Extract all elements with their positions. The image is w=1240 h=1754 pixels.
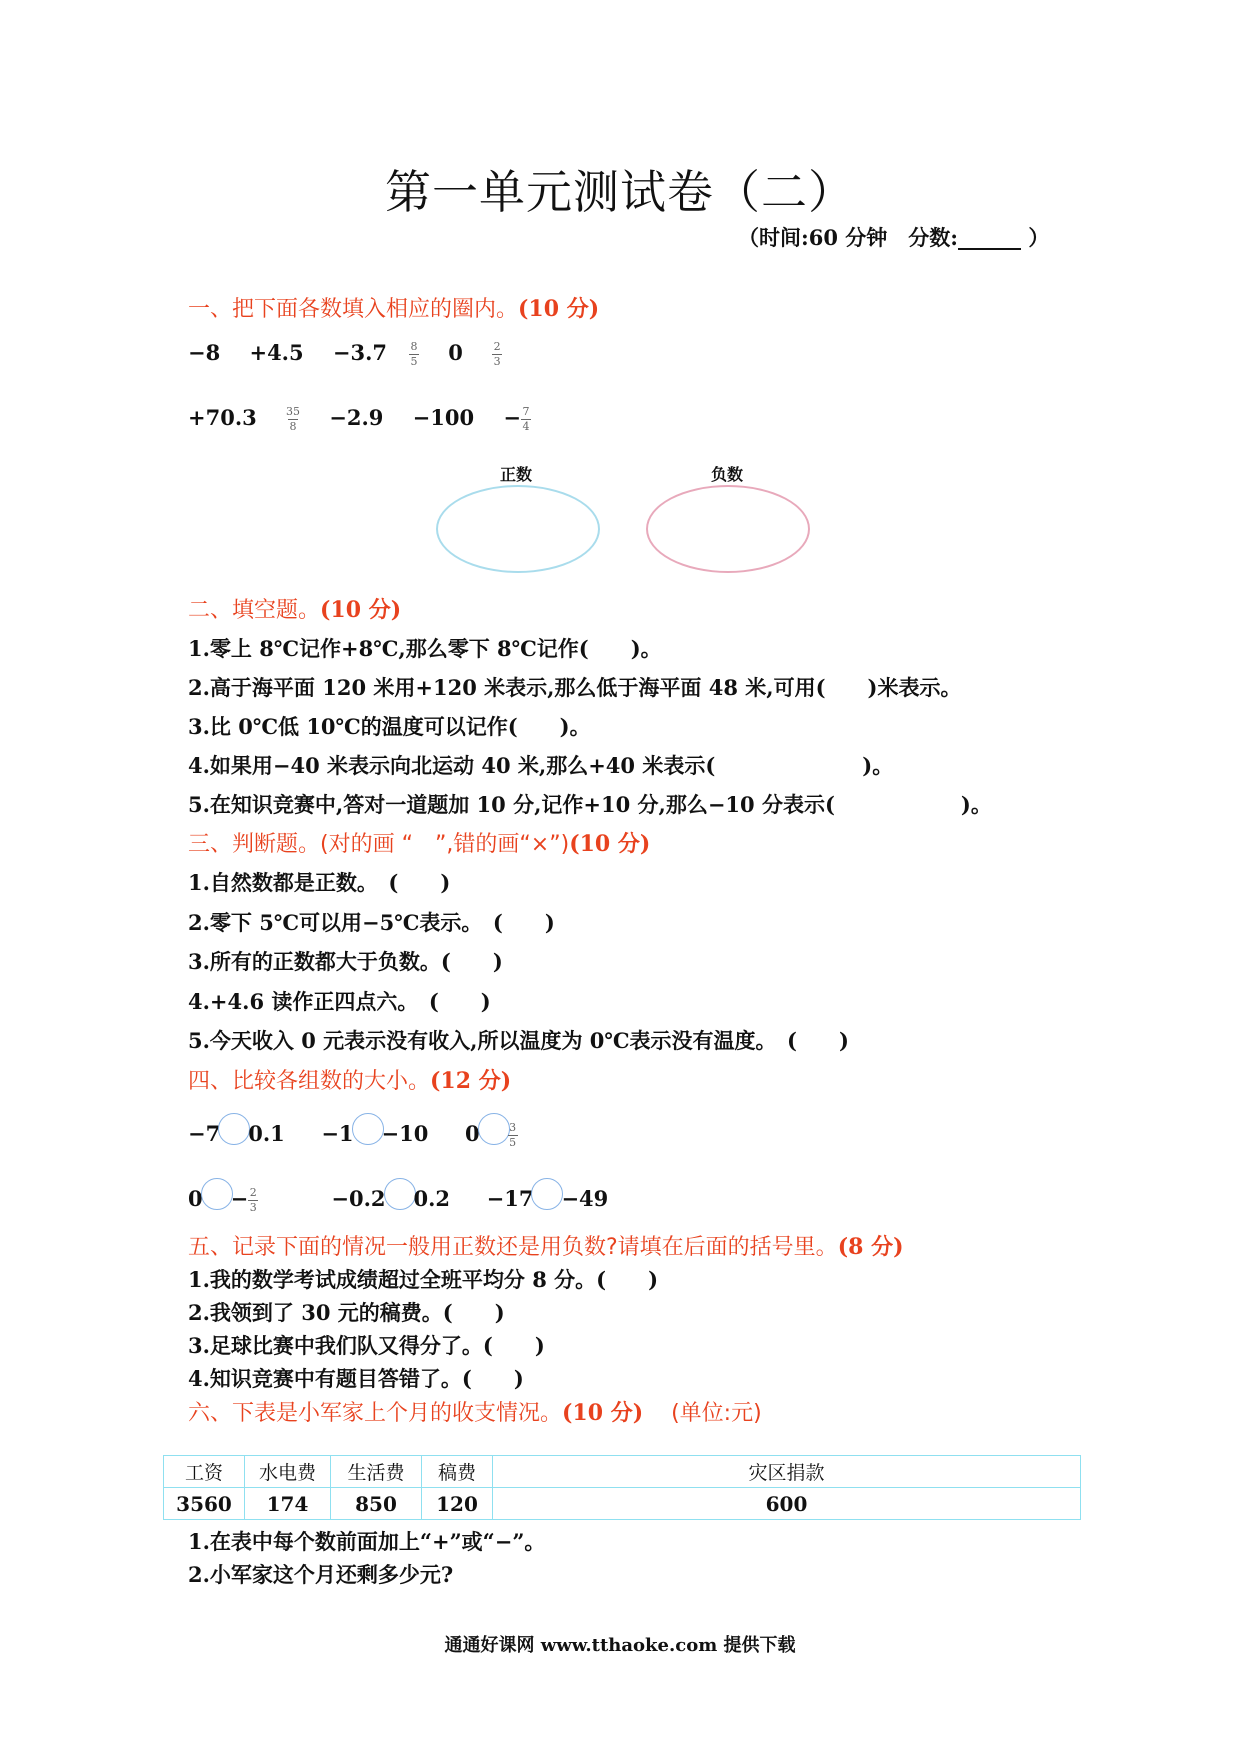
compare-circle[interactable] bbox=[478, 1113, 510, 1145]
table-cell: 850 bbox=[331, 1488, 422, 1520]
section-4-score: (12 分) bbox=[430, 1068, 512, 1094]
judge-item-1: 1.自然数都是正数。 ( ) bbox=[188, 870, 451, 895]
section-5-title: 五、记录下面的情况一般用正数还是用负数?请填在后面的括号里。 bbox=[188, 1235, 838, 1260]
time-score-line: （时间:60 分钟 分数:______ ） bbox=[738, 225, 1050, 250]
judge-item-5: 5.今天收入 0 元表示没有收入,所以温度为 0℃表示没有温度。 ( ) bbox=[188, 1028, 849, 1053]
income-expense-table bbox=[163, 1455, 1081, 1520]
table-cell: 600 bbox=[493, 1488, 1081, 1520]
positive-oval bbox=[436, 485, 600, 573]
number-item: 0 bbox=[448, 340, 463, 365]
compare-circle[interactable] bbox=[201, 1178, 233, 1210]
section-6-title: 六、下表是小军家上个月的收支情况。 bbox=[188, 1401, 563, 1426]
table-header-row bbox=[164, 1456, 1081, 1488]
table-cell: 3560 bbox=[164, 1488, 245, 1520]
compare-value: −1 bbox=[321, 1121, 354, 1146]
compare-value: −0.2 bbox=[331, 1186, 386, 1211]
table-header-cell: 水电费 bbox=[245, 1456, 331, 1488]
negative-label: 负数 bbox=[711, 465, 744, 484]
numbers-row-2 bbox=[188, 405, 531, 432]
section-1-score: (10 分) bbox=[518, 296, 600, 322]
judge-item-3: 3.所有的正数都大于负数。( ) bbox=[188, 949, 503, 974]
number-item: +70.3 bbox=[188, 405, 257, 430]
compare-value: 0 bbox=[188, 1186, 203, 1211]
fraction: $\frac{2}{3}$ bbox=[249, 1186, 257, 1214]
table-cell: 120 bbox=[422, 1488, 493, 1520]
table-row bbox=[164, 1488, 1081, 1520]
section-1-heading bbox=[188, 292, 599, 323]
fraction: $\frac{35}{8}$ bbox=[286, 405, 300, 433]
section-5-heading bbox=[188, 1230, 903, 1261]
compare-row-2 bbox=[188, 1178, 608, 1213]
section-3-title: 三、判断题。(对的画 “ ”,错的画“×”) bbox=[188, 832, 570, 857]
number-item: −100 bbox=[412, 405, 475, 430]
compare-value: −7 bbox=[188, 1121, 221, 1146]
table-question-1: 1.在表中每个数前面加上“+”或“−”。 bbox=[188, 1529, 546, 1554]
record-item-4: 4.知识竞赛中有题目答错了。( ) bbox=[188, 1366, 524, 1391]
section-3-heading bbox=[188, 827, 650, 858]
section-2-score: (10 分) bbox=[320, 597, 402, 623]
compare-value: −17 bbox=[486, 1186, 534, 1211]
number-item: − bbox=[503, 405, 521, 430]
section-4-heading bbox=[188, 1064, 511, 1095]
footer-credit: 通通好课网 www.tthaoke.com 提供下载 bbox=[444, 1635, 796, 1656]
section-6-score: (10 分) bbox=[562, 1400, 644, 1426]
compare-value: 0.2 bbox=[413, 1186, 451, 1211]
fill-item-4: 4.如果用−40 米表示向北运动 40 米,那么+40 米表示( )。 bbox=[188, 753, 894, 778]
section-6-unit: (单位:元) bbox=[671, 1401, 762, 1426]
table-header-cell: 工资 bbox=[164, 1456, 245, 1488]
negative-oval bbox=[646, 485, 810, 573]
table-cell: 174 bbox=[245, 1488, 331, 1520]
fraction: $\frac{3}{5}$ bbox=[509, 1121, 517, 1149]
section-2-title: 二、填空题。 bbox=[188, 598, 321, 623]
section-1-title: 一、把下面各数填入相应的圈内。 bbox=[188, 297, 519, 322]
compare-value: − bbox=[230, 1186, 249, 1211]
compare-value: 0 bbox=[464, 1121, 480, 1146]
section-3-score: (10 分) bbox=[569, 831, 651, 857]
record-item-2: 2.我领到了 30 元的稿费。( ) bbox=[188, 1300, 505, 1325]
fraction: $\frac{2}{3}$ bbox=[493, 340, 501, 368]
fraction: $\frac{7}{4}$ bbox=[522, 405, 530, 433]
page-title: 第一单元测试卷（二） bbox=[385, 165, 855, 219]
number-item: −3.7 bbox=[332, 340, 387, 365]
fraction: $\frac{8}{5}$ bbox=[410, 340, 418, 368]
compare-row-1 bbox=[188, 1113, 518, 1148]
number-item: −2.9 bbox=[329, 405, 384, 430]
number-item: −8 bbox=[188, 340, 221, 365]
section-6-heading bbox=[188, 1396, 762, 1427]
fill-item-3: 3.比 0℃低 10℃的温度可以记作( )。 bbox=[188, 714, 591, 739]
record-item-3: 3.足球比赛中我们队又得分了。( ) bbox=[188, 1333, 545, 1358]
compare-value: 0.1 bbox=[248, 1121, 285, 1146]
record-item-1: 1.我的数学考试成绩超过全班平均分 8 分。( ) bbox=[188, 1267, 659, 1292]
section-4-title: 四、比较各组数的大小。 bbox=[188, 1069, 431, 1094]
positive-label: 正数 bbox=[500, 465, 533, 484]
compare-circle[interactable] bbox=[218, 1113, 250, 1145]
fill-item-1: 1.零上 8℃记作+8℃,那么零下 8℃记作( )。 bbox=[188, 636, 662, 661]
compare-circle[interactable] bbox=[531, 1178, 563, 1210]
fill-item-2: 2.高于海平面 120 米用+120 米表示,那么低于海平面 48 米,可用( )米表示。 bbox=[188, 675, 962, 700]
judge-item-2: 2.零下 5℃可以用−5℃表示。 ( ) bbox=[188, 910, 555, 935]
compare-circle[interactable] bbox=[384, 1178, 416, 1210]
compare-value: −49 bbox=[561, 1186, 609, 1211]
table-header-cell: 生活费 bbox=[331, 1456, 422, 1488]
table-question-2: 2.小军家这个月还剩多少元? bbox=[188, 1562, 454, 1587]
table-header-cell: 灾区捐款 bbox=[493, 1456, 1081, 1488]
section-5-score: (8 分) bbox=[837, 1234, 904, 1260]
compare-value: −10 bbox=[381, 1121, 429, 1146]
table-header-cell: 稿费 bbox=[422, 1456, 493, 1488]
judge-item-4: 4.+4.6 读作正四点六。 ( ) bbox=[188, 989, 491, 1014]
numbers-row-1 bbox=[188, 340, 502, 367]
section-2-heading bbox=[188, 593, 401, 624]
compare-circle[interactable] bbox=[352, 1113, 384, 1145]
fill-item-5: 5.在知识竞赛中,答对一道题加 10 分,记作+10 分,那么−10 分表示( )。 bbox=[188, 792, 992, 817]
number-item: +4.5 bbox=[249, 340, 304, 365]
